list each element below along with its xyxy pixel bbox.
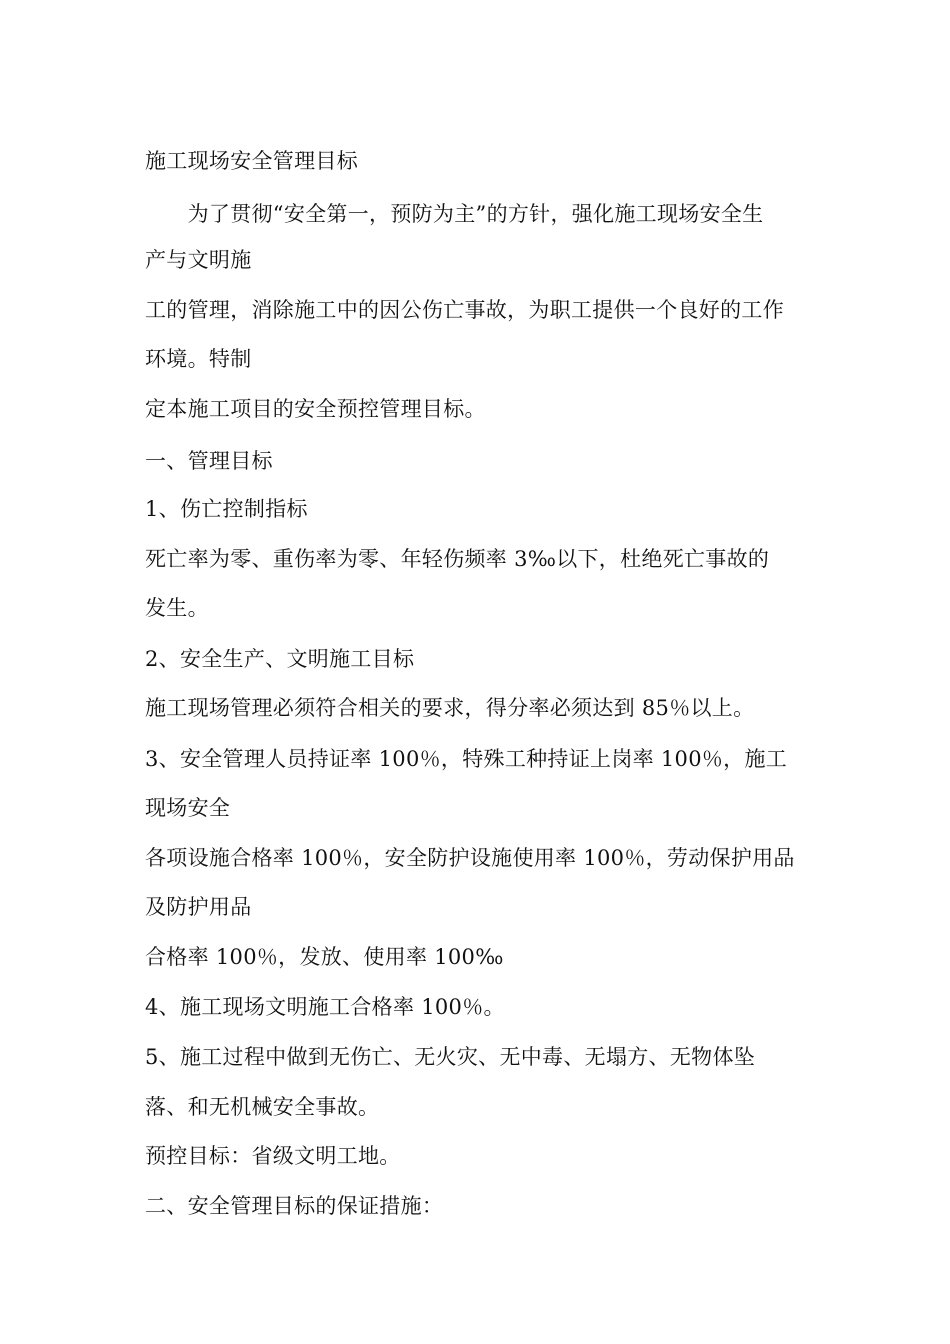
paragraph-line: 各项设施合格率 100％，安全防护设施使用率 100％，劳动保护用品 (145, 846, 795, 870)
paragraph-line: 现场安全 (145, 796, 231, 820)
section-heading: 一、管理目标 (145, 449, 273, 473)
paragraph-line: 为了贯彻“安全第一，预防为主”的方针，强化施工现场安全生 (145, 202, 764, 226)
subsection-heading: 1、伤亡控制指标 (145, 497, 308, 521)
paragraph-line: 死亡率为零、重伤率为零、年轻伤频率 3‰以下，杜绝死亡事故的 (145, 547, 770, 571)
paragraph-line: 4、施工现场文明施工合格率 100％。 (145, 995, 505, 1019)
paragraph-line: 工的管理，消除施工中的因公伤亡事故，为职工提供一个良好的工作 (145, 298, 784, 322)
paragraph-line: 发生。 (145, 596, 209, 620)
paragraph-line: 合格率 100％，发放、使用率 100‰ (145, 945, 504, 969)
paragraph-line: 落、和无机械安全事故。 (145, 1095, 380, 1119)
paragraph-line: 预控目标：省级文明工地。 (145, 1144, 401, 1168)
document-title: 施工现场安全管理目标 (145, 149, 358, 173)
paragraph-line: 及防护用品 (145, 895, 252, 919)
paragraph-line: 定本施工项目的安全预控管理目标。 (145, 397, 486, 421)
subsection-heading: 2、安全生产、文明施工目标 (145, 647, 415, 671)
paragraph-line: 产与文明施 (145, 248, 252, 272)
paragraph-line: 环境。特制 (145, 347, 252, 371)
paragraph-line: 5、施工过程中做到无伤亡、无火灾、无中毒、无塌方、无物体坠 (145, 1045, 756, 1069)
paragraph-line: 施工现场管理必须符合相关的要求，得分率必须达到 85％以上。 (145, 696, 755, 720)
paragraph-line: 3、安全管理人员持证率 100％，特殊工种持证上岗率 100％，施工 (145, 747, 788, 771)
section-heading: 二、安全管理目标的保证措施： (145, 1194, 444, 1218)
